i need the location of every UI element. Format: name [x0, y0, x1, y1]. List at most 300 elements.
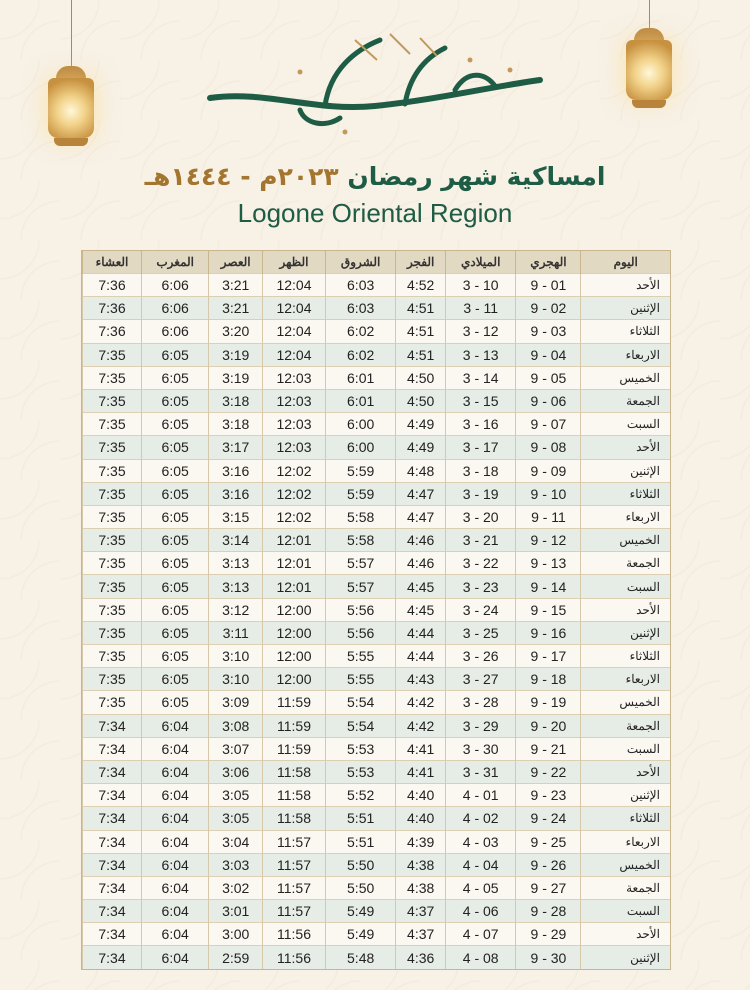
- cell-asr: 3:05: [209, 807, 263, 830]
- cell-maghrib: 6:05: [142, 552, 209, 575]
- cell-asr: 3:15: [209, 505, 263, 528]
- cell-day: السبت: [581, 575, 670, 598]
- cell-hijri: 9 - 27: [516, 876, 581, 899]
- cell-hijri: 9 - 14: [516, 575, 581, 598]
- cell-fajr: 4:38: [396, 853, 446, 876]
- cell-asr: 3:19: [209, 343, 263, 366]
- cell-shuruq: 5:56: [325, 621, 395, 644]
- cell-asr: 3:14: [209, 529, 263, 552]
- ramadan-kareem-calligraphy: [205, 20, 545, 140]
- cell-shuruq: 6:00: [325, 413, 395, 436]
- cell-shuruq: 5:59: [325, 459, 395, 482]
- cell-fajr: 4:49: [396, 436, 446, 459]
- table-row: [83, 343, 671, 366]
- cell-maghrib: 6:05: [142, 691, 209, 714]
- cell-asr: 3:02: [209, 876, 263, 899]
- cell-dhuhr: 12:03: [263, 436, 326, 459]
- cell-fajr: 4:38: [396, 876, 446, 899]
- cell-shuruq: 5:53: [325, 737, 395, 760]
- table-row: [83, 645, 671, 668]
- cell-day: الثلاثاء: [581, 807, 670, 830]
- cell-isha: 7:35: [83, 529, 142, 552]
- cell-maghrib: 6:06: [142, 297, 209, 320]
- cell-hijri: 9 - 02: [516, 297, 581, 320]
- cell-dhuhr: 11:57: [263, 900, 326, 923]
- cell-hijri: 9 - 23: [516, 784, 581, 807]
- cell-shuruq: 5:51: [325, 830, 395, 853]
- cell-fajr: 4:52: [396, 274, 446, 297]
- column-header: الظهر: [263, 251, 326, 274]
- table-row: [83, 459, 671, 482]
- cell-greg: 3 - 30: [445, 737, 516, 760]
- cell-greg: 3 - 19: [445, 482, 516, 505]
- cell-isha: 7:34: [83, 830, 142, 853]
- cell-hijri: 9 - 06: [516, 389, 581, 412]
- title-years: ٢٠٢٣م - ١٤٤٤هـ: [144, 162, 339, 191]
- cell-shuruq: 5:58: [325, 529, 395, 552]
- cell-hijri: 9 - 04: [516, 343, 581, 366]
- cell-shuruq: 5:50: [325, 876, 395, 899]
- cell-fajr: 4:51: [396, 343, 446, 366]
- cell-asr: 3:13: [209, 575, 263, 598]
- title-main: امساكية شهر رمضان: [347, 162, 606, 191]
- cell-dhuhr: 11:59: [263, 714, 326, 737]
- cell-maghrib: 6:05: [142, 343, 209, 366]
- cell-shuruq: 6:03: [325, 297, 395, 320]
- cell-day: الإثنين: [581, 459, 670, 482]
- cell-day: الجمعة: [581, 714, 670, 737]
- page-title: [0, 162, 750, 191]
- table-row: [83, 366, 671, 389]
- cell-shuruq: 5:55: [325, 645, 395, 668]
- table-row: [83, 297, 671, 320]
- cell-asr: 3:19: [209, 366, 263, 389]
- cell-asr: 2:59: [209, 946, 263, 969]
- cell-fajr: 4:37: [396, 923, 446, 946]
- cell-shuruq: 6:01: [325, 366, 395, 389]
- cell-isha: 7:35: [83, 482, 142, 505]
- cell-day: الأحد: [581, 923, 670, 946]
- cell-dhuhr: 12:00: [263, 668, 326, 691]
- table-row: [83, 900, 671, 923]
- cell-fajr: 4:37: [396, 900, 446, 923]
- cell-asr: 3:01: [209, 900, 263, 923]
- cell-hijri: 9 - 01: [516, 274, 581, 297]
- cell-hijri: 9 - 17: [516, 645, 581, 668]
- cell-maghrib: 6:04: [142, 714, 209, 737]
- cell-isha: 7:34: [83, 760, 142, 783]
- cell-maghrib: 6:05: [142, 482, 209, 505]
- cell-isha: 7:34: [83, 876, 142, 899]
- cell-isha: 7:35: [83, 621, 142, 644]
- cell-greg: 4 - 06: [445, 900, 516, 923]
- cell-dhuhr: 11:59: [263, 737, 326, 760]
- cell-fajr: 4:42: [396, 714, 446, 737]
- cell-asr: 3:00: [209, 923, 263, 946]
- cell-maghrib: 6:05: [142, 436, 209, 459]
- cell-dhuhr: 11:57: [263, 853, 326, 876]
- table-row: [83, 876, 671, 899]
- cell-asr: 3:17: [209, 436, 263, 459]
- cell-isha: 7:35: [83, 691, 142, 714]
- cell-dhuhr: 12:00: [263, 621, 326, 644]
- cell-dhuhr: 11:57: [263, 876, 326, 899]
- table-row: [83, 691, 671, 714]
- cell-maghrib: 6:04: [142, 784, 209, 807]
- cell-greg: 3 - 25: [445, 621, 516, 644]
- cell-shuruq: 5:48: [325, 946, 395, 969]
- cell-isha: 7:34: [83, 853, 142, 876]
- table-row: [83, 830, 671, 853]
- cell-greg: 3 - 31: [445, 760, 516, 783]
- cell-fajr: 4:44: [396, 645, 446, 668]
- table-row: [83, 598, 671, 621]
- cell-maghrib: 6:04: [142, 923, 209, 946]
- column-header: العصر: [209, 251, 263, 274]
- cell-hijri: 9 - 20: [516, 714, 581, 737]
- cell-isha: 7:35: [83, 366, 142, 389]
- cell-dhuhr: 12:04: [263, 297, 326, 320]
- table-row: [83, 760, 671, 783]
- cell-maghrib: 6:05: [142, 575, 209, 598]
- cell-fajr: 4:40: [396, 807, 446, 830]
- cell-greg: 3 - 12: [445, 320, 516, 343]
- table-row: [83, 853, 671, 876]
- cell-dhuhr: 12:03: [263, 389, 326, 412]
- cell-fajr: 4:47: [396, 505, 446, 528]
- table-header-row: [83, 251, 671, 274]
- cell-maghrib: 6:04: [142, 760, 209, 783]
- cell-isha: 7:35: [83, 505, 142, 528]
- table-row: [83, 668, 671, 691]
- cell-greg: 3 - 17: [445, 436, 516, 459]
- cell-asr: 3:05: [209, 784, 263, 807]
- lantern-icon: [48, 0, 94, 160]
- cell-day: الخميس: [581, 529, 670, 552]
- cell-isha: 7:34: [83, 784, 142, 807]
- cell-maghrib: 6:05: [142, 598, 209, 621]
- svg-text:رمضان كريم: رمضان كريم: [372, 138, 378, 139]
- cell-fajr: 4:50: [396, 366, 446, 389]
- cell-fajr: 4:45: [396, 575, 446, 598]
- cell-dhuhr: 12:01: [263, 552, 326, 575]
- cell-greg: 3 - 26: [445, 645, 516, 668]
- cell-maghrib: 6:04: [142, 737, 209, 760]
- cell-dhuhr: 11:58: [263, 760, 326, 783]
- table-row: [83, 575, 671, 598]
- cell-greg: 4 - 03: [445, 830, 516, 853]
- cell-day: الجمعة: [581, 552, 670, 575]
- cell-day: الأحد: [581, 436, 670, 459]
- cell-shuruq: 5:54: [325, 691, 395, 714]
- table-row: [83, 807, 671, 830]
- cell-shuruq: 5:59: [325, 482, 395, 505]
- cell-shuruq: 5:57: [325, 575, 395, 598]
- table-row: [83, 482, 671, 505]
- cell-asr: 3:13: [209, 552, 263, 575]
- cell-asr: 3:06: [209, 760, 263, 783]
- column-header: الميلادي: [445, 251, 516, 274]
- column-header: الشروق: [325, 251, 395, 274]
- cell-greg: 3 - 18: [445, 459, 516, 482]
- cell-hijri: 9 - 16: [516, 621, 581, 644]
- cell-asr: 3:08: [209, 714, 263, 737]
- cell-shuruq: 5:52: [325, 784, 395, 807]
- cell-isha: 7:36: [83, 274, 142, 297]
- cell-shuruq: 5:49: [325, 923, 395, 946]
- cell-hijri: 9 - 09: [516, 459, 581, 482]
- cell-asr: 3:12: [209, 598, 263, 621]
- table-row: [83, 413, 671, 436]
- cell-isha: 7:35: [83, 389, 142, 412]
- cell-shuruq: 6:02: [325, 320, 395, 343]
- table-row: [83, 621, 671, 644]
- cell-greg: 4 - 08: [445, 946, 516, 969]
- cell-greg: 4 - 07: [445, 923, 516, 946]
- cell-greg: 3 - 22: [445, 552, 516, 575]
- cell-hijri: 9 - 19: [516, 691, 581, 714]
- cell-dhuhr: 11:57: [263, 830, 326, 853]
- cell-day: السبت: [581, 900, 670, 923]
- cell-maghrib: 6:05: [142, 529, 209, 552]
- cell-shuruq: 5:54: [325, 714, 395, 737]
- cell-asr: 3:03: [209, 853, 263, 876]
- cell-fajr: 4:46: [396, 529, 446, 552]
- cell-hijri: 9 - 30: [516, 946, 581, 969]
- region-title: Logone Oriental Region: [237, 198, 513, 228]
- cell-fajr: 4:48: [396, 459, 446, 482]
- table-row: [83, 737, 671, 760]
- cell-day: الأحد: [581, 274, 670, 297]
- cell-maghrib: 6:04: [142, 830, 209, 853]
- cell-greg: 3 - 21: [445, 529, 516, 552]
- cell-hijri: 9 - 29: [516, 923, 581, 946]
- cell-isha: 7:34: [83, 946, 142, 969]
- cell-asr: 3:10: [209, 668, 263, 691]
- cell-asr: 3:16: [209, 482, 263, 505]
- cell-greg: 3 - 11: [445, 297, 516, 320]
- cell-asr: 3:18: [209, 389, 263, 412]
- cell-greg: 3 - 27: [445, 668, 516, 691]
- cell-shuruq: 6:03: [325, 274, 395, 297]
- cell-fajr: 4:51: [396, 297, 446, 320]
- cell-asr: 3:21: [209, 297, 263, 320]
- table-row: [83, 552, 671, 575]
- cell-isha: 7:36: [83, 320, 142, 343]
- cell-isha: 7:35: [83, 575, 142, 598]
- cell-asr: 3:10: [209, 645, 263, 668]
- cell-day: الجمعة: [581, 876, 670, 899]
- cell-isha: 7:35: [83, 436, 142, 459]
- cell-day: الثلاثاء: [581, 482, 670, 505]
- cell-asr: 3:07: [209, 737, 263, 760]
- cell-fajr: 4:36: [396, 946, 446, 969]
- table-row: [83, 714, 671, 737]
- cell-isha: 7:34: [83, 900, 142, 923]
- cell-shuruq: 5:55: [325, 668, 395, 691]
- cell-day: السبت: [581, 413, 670, 436]
- cell-hijri: 9 - 07: [516, 413, 581, 436]
- cell-shuruq: 5:58: [325, 505, 395, 528]
- cell-dhuhr: 12:02: [263, 459, 326, 482]
- cell-day: الاربعاء: [581, 505, 670, 528]
- cell-hijri: 9 - 11: [516, 505, 581, 528]
- cell-day: الإثنين: [581, 621, 670, 644]
- cell-fajr: 4:43: [396, 668, 446, 691]
- cell-shuruq: 6:00: [325, 436, 395, 459]
- cell-dhuhr: 12:01: [263, 529, 326, 552]
- cell-dhuhr: 12:04: [263, 343, 326, 366]
- cell-fajr: 4:41: [396, 760, 446, 783]
- cell-day: الاربعاء: [581, 343, 670, 366]
- cell-asr: 3:04: [209, 830, 263, 853]
- cell-greg: 3 - 24: [445, 598, 516, 621]
- cell-hijri: 9 - 10: [516, 482, 581, 505]
- cell-fajr: 4:47: [396, 482, 446, 505]
- column-header: المغرب: [142, 251, 209, 274]
- cell-dhuhr: 12:02: [263, 482, 326, 505]
- cell-asr: 3:21: [209, 274, 263, 297]
- cell-maghrib: 6:04: [142, 946, 209, 969]
- cell-hijri: 9 - 25: [516, 830, 581, 853]
- cell-day: الإثنين: [581, 946, 670, 969]
- cell-isha: 7:34: [83, 807, 142, 830]
- cell-dhuhr: 12:00: [263, 598, 326, 621]
- cell-fajr: 4:39: [396, 830, 446, 853]
- cell-dhuhr: 11:58: [263, 784, 326, 807]
- column-header: الهجري: [516, 251, 581, 274]
- table-row: [83, 274, 671, 297]
- cell-hijri: 9 - 12: [516, 529, 581, 552]
- cell-dhuhr: 12:03: [263, 366, 326, 389]
- cell-fajr: 4:45: [396, 598, 446, 621]
- column-header: الفجر: [396, 251, 446, 274]
- cell-maghrib: 6:06: [142, 320, 209, 343]
- cell-greg: 3 - 15: [445, 389, 516, 412]
- cell-maghrib: 6:05: [142, 459, 209, 482]
- cell-isha: 7:34: [83, 737, 142, 760]
- cell-day: الأحد: [581, 760, 670, 783]
- cell-maghrib: 6:04: [142, 876, 209, 899]
- cell-shuruq: 5:49: [325, 900, 395, 923]
- cell-maghrib: 6:04: [142, 853, 209, 876]
- cell-isha: 7:35: [83, 645, 142, 668]
- cell-greg: 3 - 13: [445, 343, 516, 366]
- cell-dhuhr: 11:56: [263, 946, 326, 969]
- cell-fajr: 4:51: [396, 320, 446, 343]
- lantern-icon: [626, 0, 672, 125]
- cell-maghrib: 6:05: [142, 389, 209, 412]
- cell-shuruq: 5:56: [325, 598, 395, 621]
- table-row: [83, 923, 671, 946]
- table-row: [83, 389, 671, 412]
- table-row: [83, 784, 671, 807]
- cell-greg: 3 - 14: [445, 366, 516, 389]
- cell-dhuhr: 12:02: [263, 505, 326, 528]
- cell-hijri: 9 - 18: [516, 668, 581, 691]
- cell-day: الإثنين: [581, 297, 670, 320]
- cell-asr: 3:11: [209, 621, 263, 644]
- column-header: العشاء: [83, 251, 142, 274]
- cell-maghrib: 6:05: [142, 621, 209, 644]
- cell-hijri: 9 - 24: [516, 807, 581, 830]
- cell-dhuhr: 11:58: [263, 807, 326, 830]
- cell-isha: 7:35: [83, 413, 142, 436]
- cell-hijri: 9 - 15: [516, 598, 581, 621]
- cell-greg: 3 - 28: [445, 691, 516, 714]
- column-header: اليوم: [581, 251, 670, 274]
- cell-isha: 7:35: [83, 552, 142, 575]
- cell-hijri: 9 - 22: [516, 760, 581, 783]
- cell-shuruq: 5:51: [325, 807, 395, 830]
- cell-fajr: 4:41: [396, 737, 446, 760]
- cell-day: الخميس: [581, 366, 670, 389]
- cell-hijri: 9 - 13: [516, 552, 581, 575]
- cell-greg: 3 - 16: [445, 413, 516, 436]
- table-row: [83, 436, 671, 459]
- cell-day: الاربعاء: [581, 668, 670, 691]
- cell-dhuhr: 12:03: [263, 413, 326, 436]
- cell-maghrib: 6:05: [142, 505, 209, 528]
- cell-day: الإثنين: [581, 784, 670, 807]
- cell-dhuhr: 12:00: [263, 645, 326, 668]
- cell-shuruq: 6:01: [325, 389, 395, 412]
- cell-maghrib: 6:06: [142, 274, 209, 297]
- cell-day: الثلاثاء: [581, 645, 670, 668]
- cell-greg: 3 - 20: [445, 505, 516, 528]
- cell-shuruq: 5:50: [325, 853, 395, 876]
- cell-hijri: 9 - 26: [516, 853, 581, 876]
- cell-day: الجمعة: [581, 389, 670, 412]
- cell-asr: 3:20: [209, 320, 263, 343]
- cell-shuruq: 5:53: [325, 760, 395, 783]
- cell-dhuhr: 12:04: [263, 274, 326, 297]
- cell-isha: 7:36: [83, 297, 142, 320]
- cell-shuruq: 6:02: [325, 343, 395, 366]
- cell-asr: 3:09: [209, 691, 263, 714]
- cell-greg: 4 - 01: [445, 784, 516, 807]
- cell-dhuhr: 11:59: [263, 691, 326, 714]
- table-row: [83, 529, 671, 552]
- cell-isha: 7:35: [83, 459, 142, 482]
- prayer-times-table: [81, 250, 671, 970]
- cell-dhuhr: 12:04: [263, 320, 326, 343]
- cell-isha: 7:35: [83, 598, 142, 621]
- cell-greg: 3 - 23: [445, 575, 516, 598]
- cell-day: الخميس: [581, 691, 670, 714]
- cell-greg: 3 - 10: [445, 274, 516, 297]
- cell-fajr: 4:44: [396, 621, 446, 644]
- cell-day: الأحد: [581, 598, 670, 621]
- table-row: [83, 946, 671, 969]
- cell-fajr: 4:50: [396, 389, 446, 412]
- cell-isha: 7:34: [83, 923, 142, 946]
- cell-fajr: 4:42: [396, 691, 446, 714]
- cell-day: الثلاثاء: [581, 320, 670, 343]
- cell-maghrib: 6:04: [142, 900, 209, 923]
- cell-shuruq: 5:57: [325, 552, 395, 575]
- cell-fajr: 4:49: [396, 413, 446, 436]
- cell-dhuhr: 11:56: [263, 923, 326, 946]
- cell-maghrib: 6:05: [142, 366, 209, 389]
- cell-isha: 7:34: [83, 714, 142, 737]
- cell-hijri: 9 - 03: [516, 320, 581, 343]
- cell-hijri: 9 - 21: [516, 737, 581, 760]
- cell-greg: 4 - 04: [445, 853, 516, 876]
- cell-maghrib: 6:05: [142, 668, 209, 691]
- cell-greg: 3 - 29: [445, 714, 516, 737]
- cell-fajr: 4:40: [396, 784, 446, 807]
